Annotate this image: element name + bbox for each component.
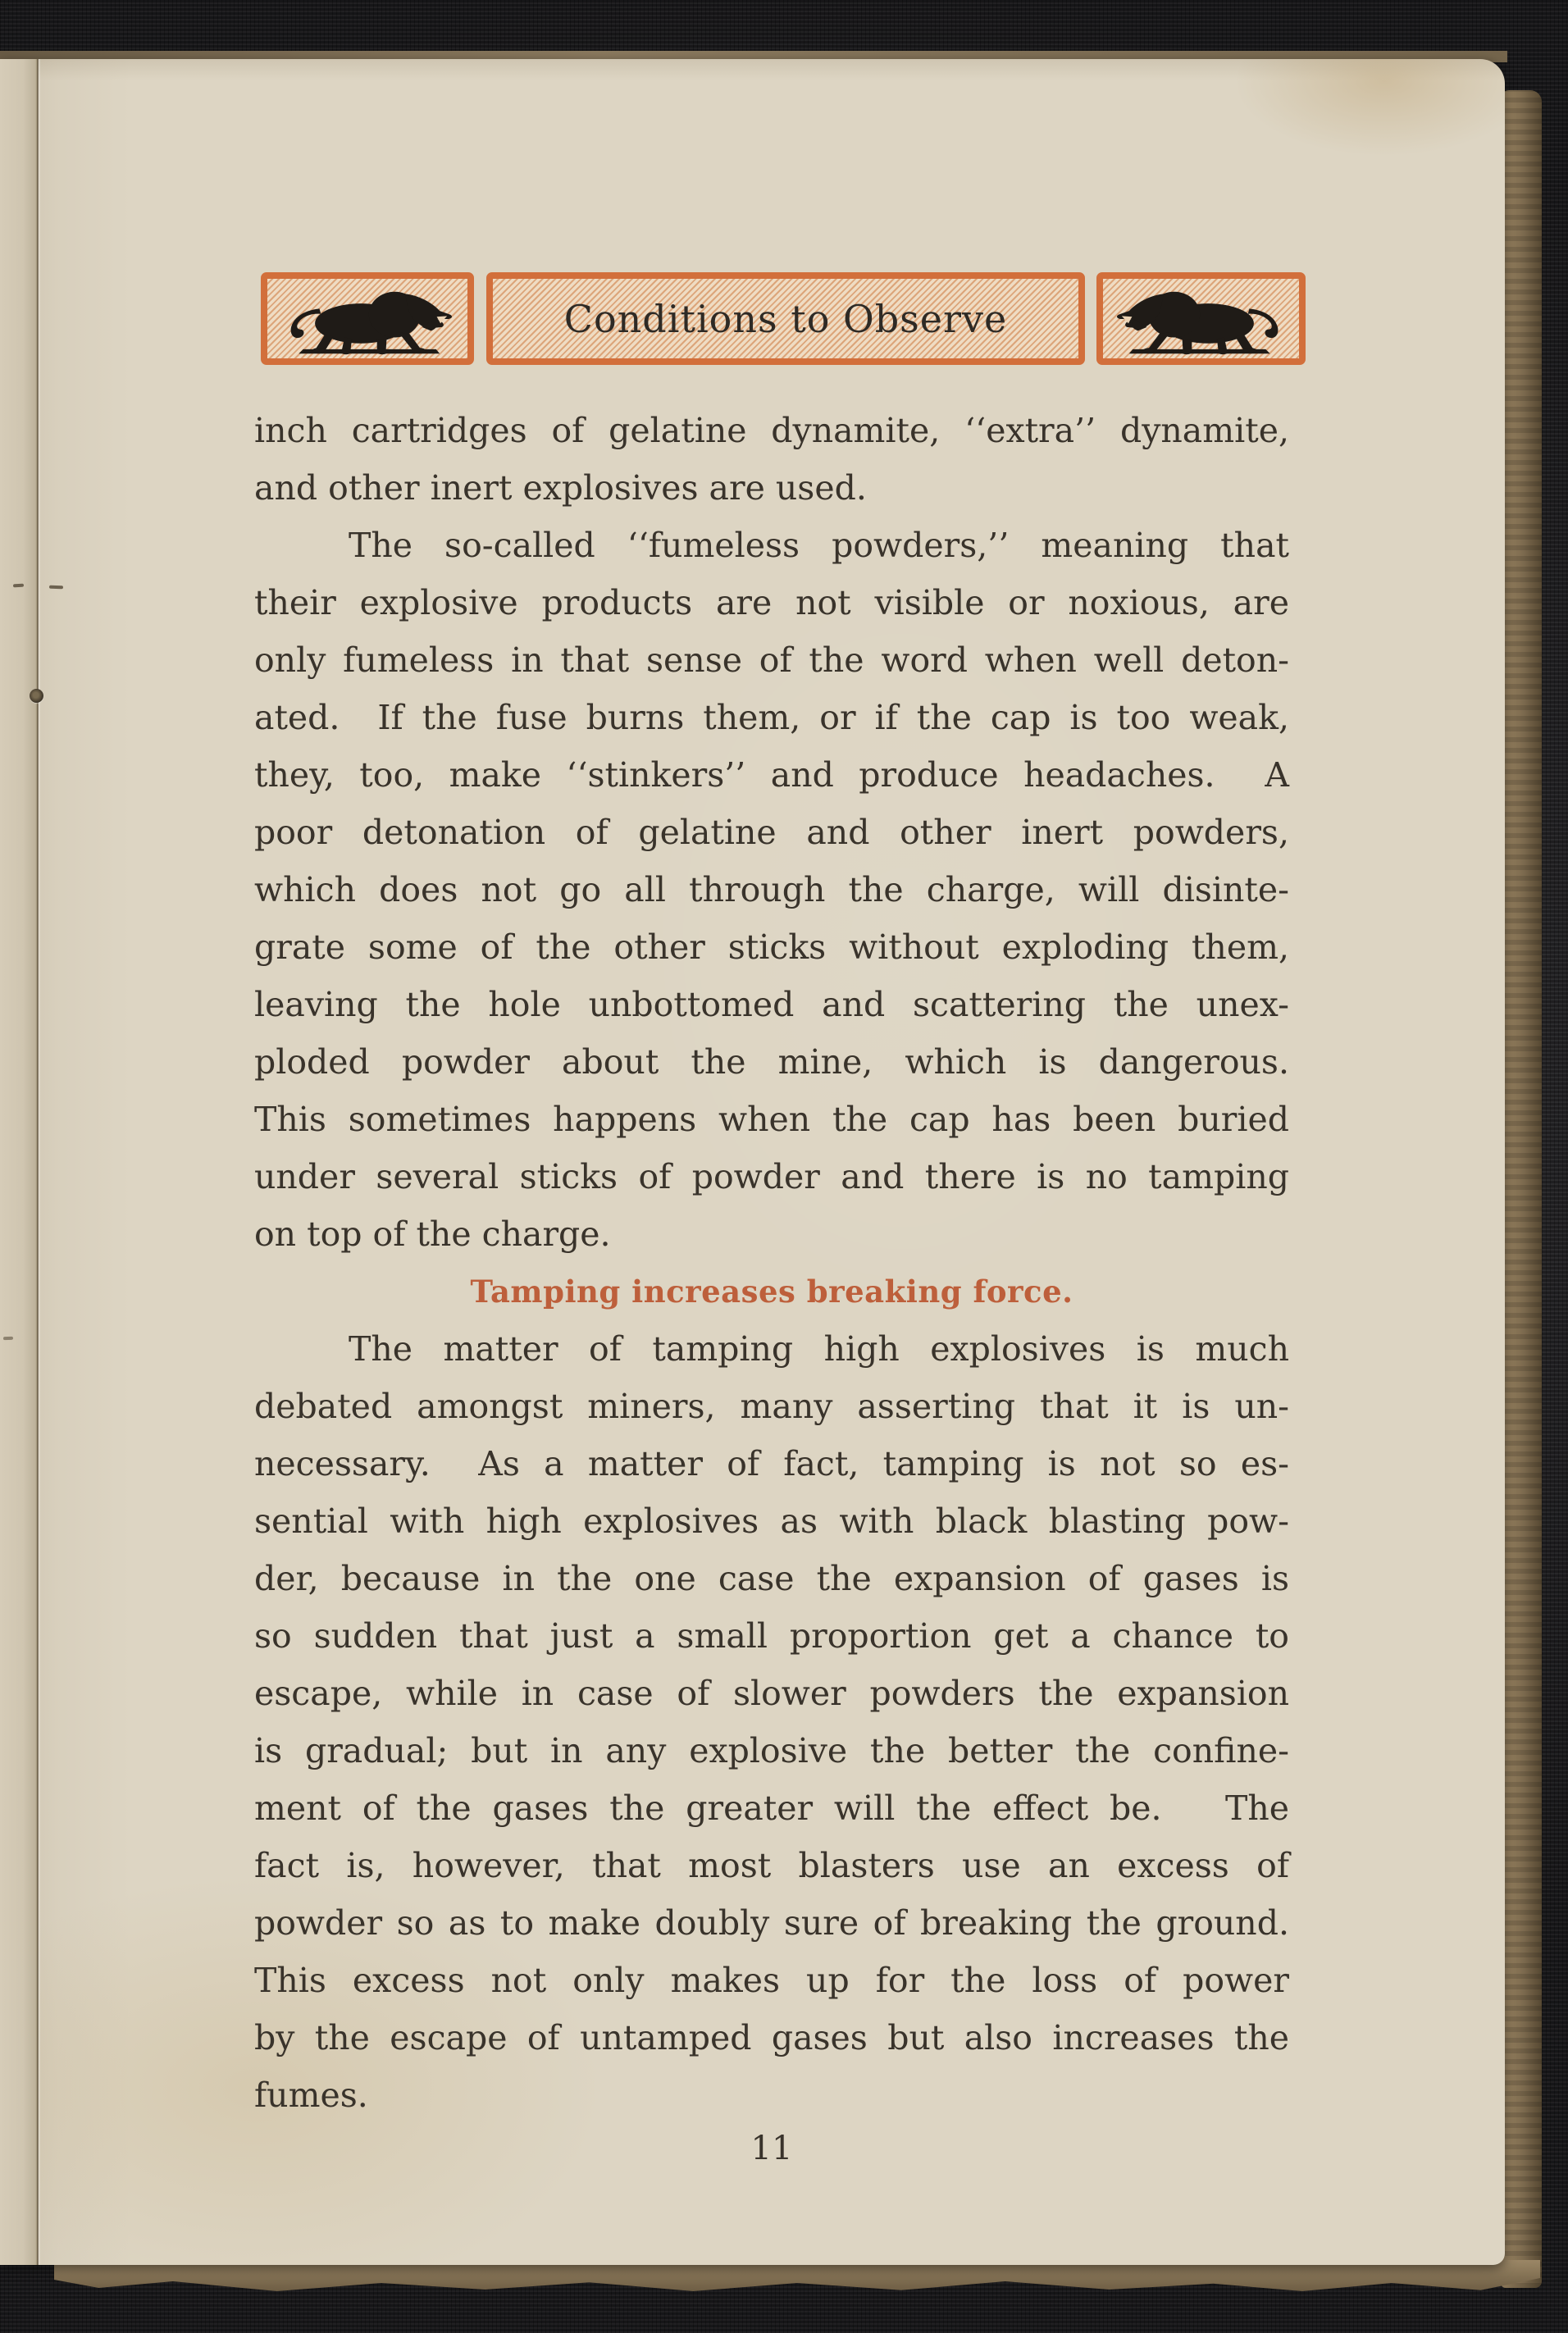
- stitch-mark: [13, 584, 24, 588]
- text-line: by the escape of untamped gases but also increases the: [254, 2018, 1289, 2057]
- text-line: sential with high explosives as with black blasting pow-: [254, 1501, 1289, 1541]
- text-line: This excess not only makes up for the loss of power: [254, 1961, 1289, 2000]
- text-line: on top of the charge.: [254, 1214, 611, 1254]
- text-line: This sometimes happens when the cap has been buried: [254, 1100, 1289, 1139]
- lion-emblem-right: [1096, 272, 1306, 365]
- text-line: grate some of the other sticks without exploding them,: [254, 927, 1289, 967]
- text-line: ated. If the fuse burns them, or if the cap is too weak,: [254, 698, 1289, 737]
- text-line: The matter of tamping high explosives is much: [349, 1329, 1289, 1369]
- text-line: ment of the gases the greater will the effect be. The: [254, 1788, 1289, 1828]
- section-heading: Tamping increases breaking force.: [470, 1274, 1073, 1310]
- text-line: under several sticks of powder and there is no tamping: [254, 1157, 1289, 1196]
- text-line: and other inert explosives are used.: [254, 468, 867, 508]
- chapter-title-box: [486, 272, 1085, 365]
- text-line: debated amongst miners, many asserting that it is un-: [254, 1387, 1289, 1426]
- page-stack-edge-bottom: [54, 2260, 1540, 2293]
- stitch-hole: [30, 689, 43, 703]
- text-line: powder so as to make doubly sure of breaking the ground.: [254, 1903, 1289, 1943]
- lion-icon: [1114, 282, 1289, 356]
- text-line: der, because in the one case the expansion of gases is: [254, 1559, 1289, 1598]
- text-line: is gradual; but in any explosive the better the confine-: [254, 1731, 1289, 1770]
- text-line: fact is, however, that most blasters use an excess of: [254, 1846, 1289, 1885]
- text-line: so sudden that just a small proportion get a chance to: [254, 1616, 1289, 1656]
- text-line: poor detonation of gelatine and other inert powders,: [254, 813, 1289, 852]
- text-line: leaving the hole unbottomed and scattering the unex-: [254, 985, 1289, 1024]
- book-page: [0, 59, 1505, 2265]
- text-line: ploded powder about the mine, which is dangerous.: [254, 1042, 1289, 1082]
- stitch-mark: [49, 586, 63, 590]
- chapter-title: Conditions to Observe: [563, 296, 1008, 341]
- crease-highlight: [39, 59, 40, 2265]
- page-stack-edge-right: [1501, 90, 1542, 2288]
- text-line: inch cartridges of gelatine dynamite, ‘‘extra’’ dynamite,: [254, 411, 1289, 450]
- body-text: [254, 402, 1289, 2124]
- lion-icon: [280, 282, 455, 356]
- page-number: 11: [750, 2130, 793, 2167]
- text-line: The so-called ‘‘fumeless powders,’’ meaning that: [349, 526, 1289, 565]
- lion-emblem-left: [261, 272, 474, 365]
- text-line: fumes.: [254, 2076, 368, 2115]
- text-line: which does not go all through the charge, will disinte-: [254, 870, 1289, 909]
- chapter-header: [0, 272, 1505, 365]
- text-line: only fumeless in that sense of the word when well deton-: [254, 640, 1289, 680]
- stitch-mark: [3, 1337, 13, 1340]
- text-line: escape, while in case of slower powders the expansion: [254, 1674, 1289, 1713]
- text-line: necessary. As a matter of fact, tamping is not so es-: [254, 1444, 1289, 1483]
- text-line: they, too, make ‘‘stinkers’’ and produce headaches. A: [254, 755, 1289, 795]
- text-line: their explosive products are not visible or noxious, are: [254, 583, 1289, 622]
- binding-gutter: [0, 59, 38, 2265]
